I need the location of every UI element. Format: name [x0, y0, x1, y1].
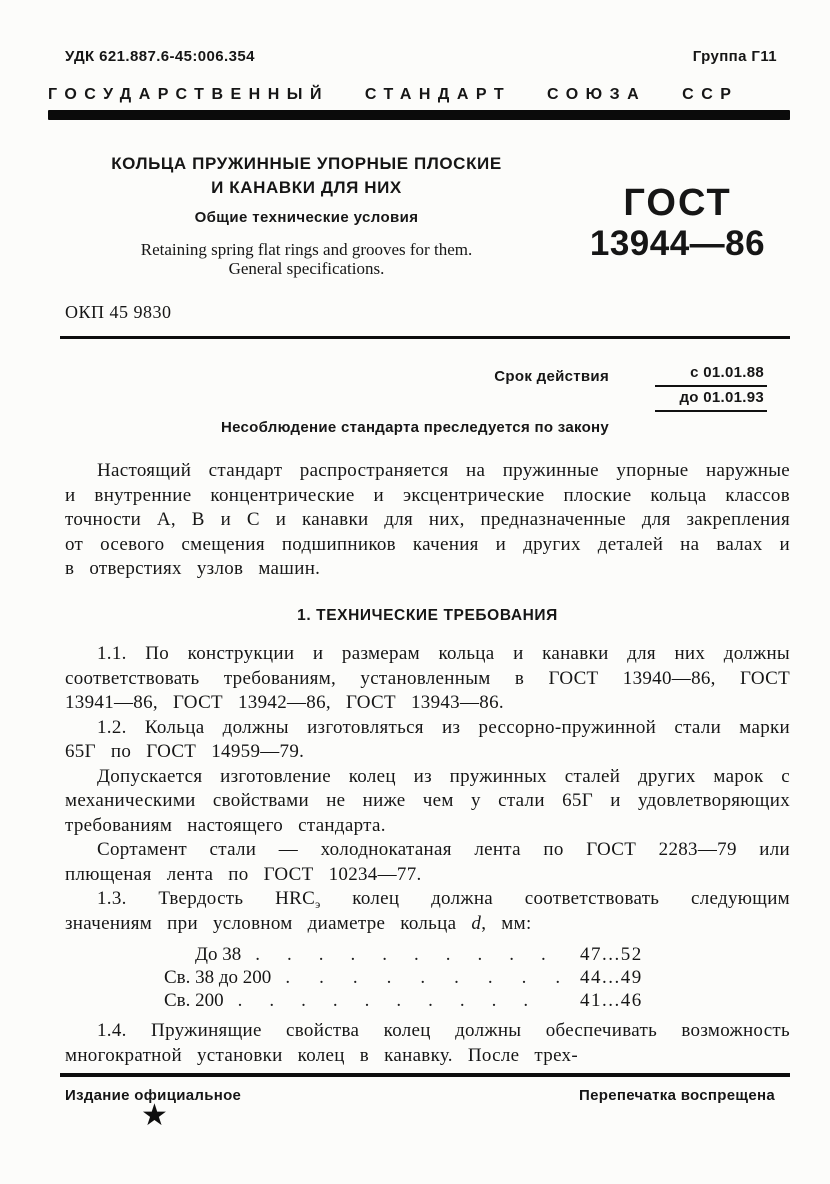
hardness-table [65, 943, 790, 1012]
hardness-row [65, 966, 790, 989]
hardness-value: 47...52 [580, 944, 643, 965]
hardness-row [65, 989, 790, 1012]
group-code: Группа Г11 [692, 48, 777, 65]
validity-dates [655, 362, 767, 412]
para-1-3-mid: колец должна соответствовать следующим значениям при условном диаметре кольца [65, 888, 790, 934]
para-1-3 [65, 887, 790, 936]
doc-title-en-line1: Retaining spring flat rings and grooves for them. [140, 240, 473, 259]
validity-from: с 01.01.88 [655, 362, 767, 387]
para-1-3-pre: 1.3. Твердость HRC [97, 888, 316, 909]
hrc-subscript: э [315, 897, 321, 911]
hardness-row [65, 943, 790, 966]
doc-title-en [65, 240, 548, 278]
para-1-3-post: , мм: [481, 912, 532, 934]
para-1-4: 1.4. Пружинящие свойства колец должны обеспечивать возможность многократной установки колец в канавку. После трех- [65, 1020, 790, 1066]
doc-title-line1: КОЛЬЦА ПРУЖИННЫЕ УПОРНЫЕ ПЛОСКИЕ [111, 154, 502, 173]
title-block [65, 146, 790, 278]
intro-paragraph: Настоящий стандарт распространяется на пружинные упорные наружные и внутренние концентрические и эксцентрические плоские кольца классов точности А, В и С и канавки для них, предназначенные для закрепления от осевого смещения подшипников качения и других деталей на валах и в отверстиях узлов машин. [65, 460, 790, 579]
udk-code: УДК 621.887.6-45:006.354 [65, 48, 255, 65]
para-1-1: 1.1. По конструкции и размерам кольца и канавки для них должны соответствовать требованиям, установленным в ГОСТ 13940—86, ГОСТ 13941—86, ГОСТ 13942—86, ГОСТ 13943—86. [65, 643, 790, 713]
doc-title-en-line2: General specifications. [228, 259, 385, 278]
hardness-range: Св. 38 до 200 [164, 967, 272, 988]
gost-number: 13944—86 [589, 224, 766, 263]
reprint-notice: Перепечатка воспрещена [579, 1087, 775, 1104]
gost-designation [565, 146, 790, 278]
title-left-column [65, 146, 548, 278]
header-bar-rule [48, 110, 790, 120]
header-row [65, 48, 777, 65]
hardness-range: Св. 200 [164, 990, 224, 1011]
footer-row [65, 1087, 775, 1104]
diameter-variable: d [471, 912, 482, 934]
state-standard-title: ГОСУДАРСТВЕННЫЙ СТАНДАРТ СОЮЗА ССР [48, 86, 739, 103]
section-heading: 1. ТЕХНИЧЕСКИЕ ТРЕБОВАНИЯ [297, 607, 558, 624]
doc-subtitle: Общие технические условия [194, 209, 419, 226]
official-edition-label: Издание официальное [65, 1087, 242, 1104]
para-1-2: 1.2. Кольца должны изготовляться из рессорно-пружинной стали марки 65Г по ГОСТ 14959—79. [65, 716, 790, 762]
validity-label: Срок действия [494, 368, 609, 385]
validity-block [494, 362, 767, 412]
gost-label: ГОСТ [623, 182, 732, 224]
top-rule [60, 336, 790, 339]
footer-rule [60, 1073, 790, 1077]
hardness-value: 44...49 [580, 967, 643, 988]
official-star-icon: ★ [141, 1099, 168, 1132]
section-body [65, 642, 790, 1068]
validity-to: до 01.01.93 [655, 387, 767, 412]
doc-title-line2: И КАНАВКИ ДЛЯ НИХ [211, 178, 402, 197]
hardness-range: До 38 [195, 944, 242, 965]
law-notice: Несоблюдение стандарта преследуется по закону [220, 419, 610, 436]
para-1-2-assortment: Сортамент стали — холоднокатаная лента по ГОСТ 2283—79 или плющеная лента по ГОСТ 10234—77. [65, 839, 790, 885]
dot-leader: .......... [255, 944, 573, 965]
dot-leader: ......... [285, 967, 590, 988]
hardness-value: 41...46 [580, 990, 643, 1011]
dot-leader: .......... [237, 990, 556, 1011]
para-1-2-allowance: Допускается изготовление колец из пружинных сталей других марок с механическими свойствами не ниже чем у стали 65Г и удовлетворяющих требованиям настоящего стандарта. [65, 765, 790, 836]
okp-code: ОКП 45 9830 [65, 302, 172, 322]
